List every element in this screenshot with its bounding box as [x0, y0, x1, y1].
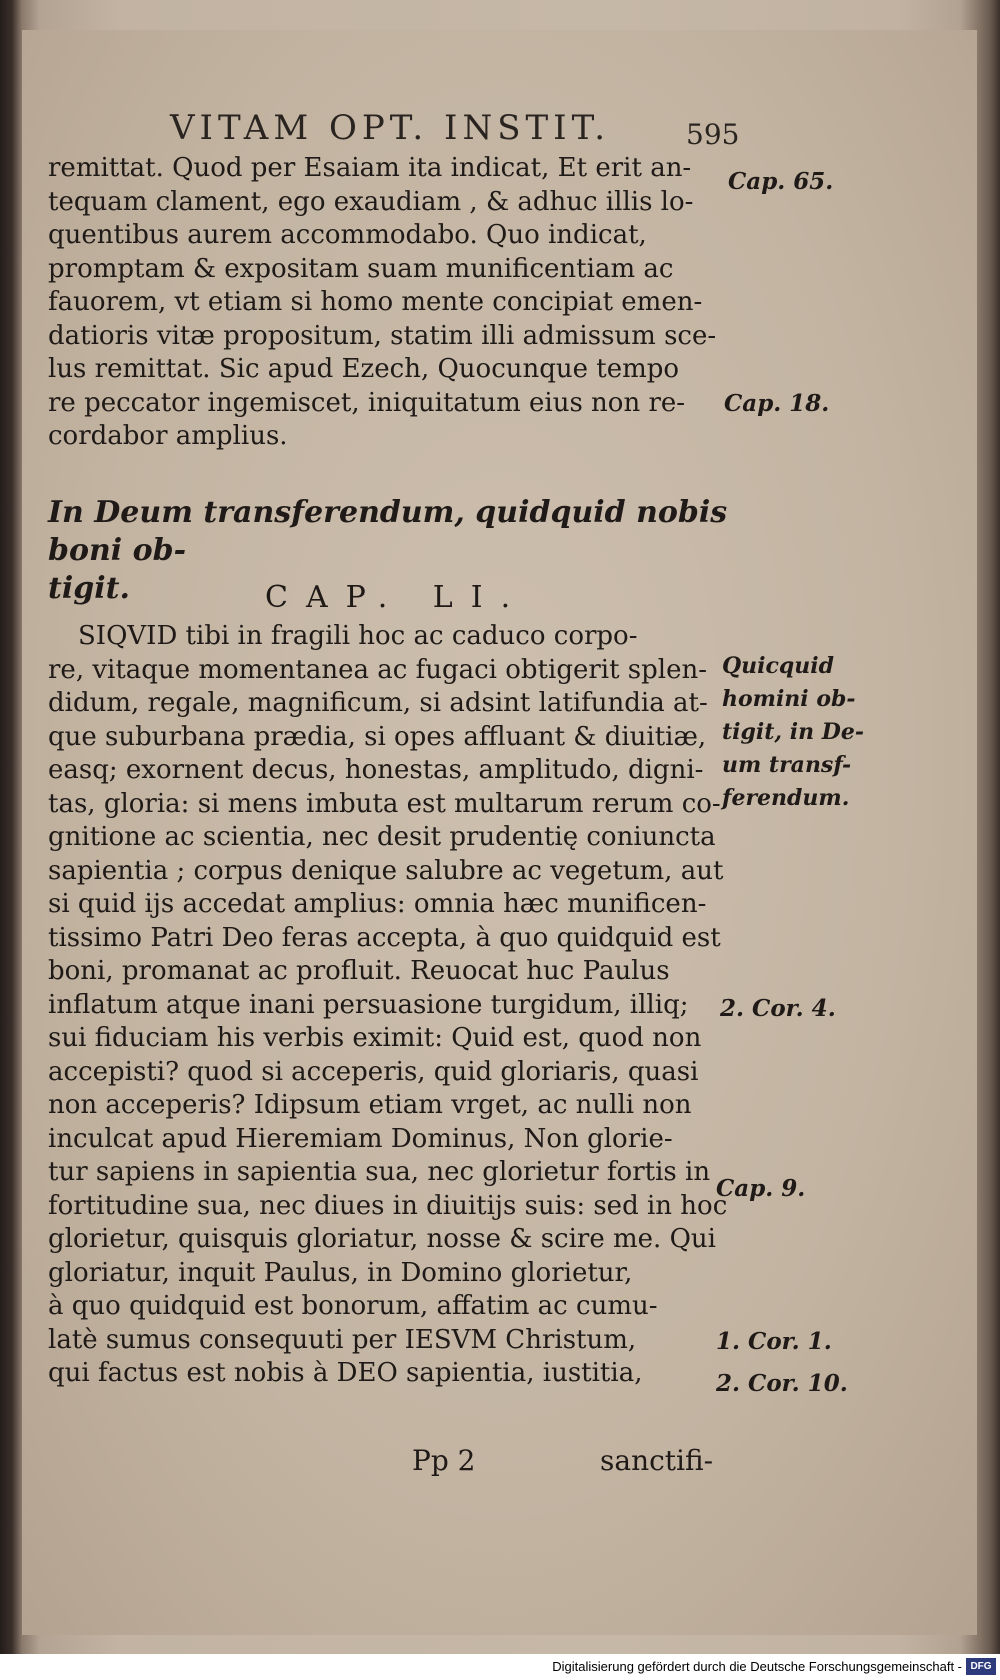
attribution-text: Digitalisierung gefördert durch die Deutsche Forschungsgemeinschaft -: [552, 1659, 962, 1674]
margin-note-cap9: Cap. 9.: [716, 1175, 806, 1202]
text-line: re peccator ingemiscet, iniquitatum eius non re-: [48, 387, 686, 418]
text-line: gnitione ac scientia, nec desit prudentię coniuncta: [48, 822, 716, 852]
margin-note-cap18: Cap. 18.: [724, 390, 830, 417]
margin-note-line: Quicquid: [722, 653, 835, 679]
text-line: non acceperis? Idipsum etiam vrget, ac nulli non: [48, 1090, 692, 1120]
text-line: si quid ijs accedat amplius: omnia hæc munificen-: [48, 889, 707, 919]
margin-note-line: um transf-: [722, 752, 852, 778]
text-line: promptam & expositam suam munificentiam ac: [48, 253, 674, 284]
chapter-number: CAP. LI.: [265, 580, 529, 615]
text-line: re, vitaque momentanea ac fugaci obtigerit splen-: [48, 654, 708, 685]
text-line: glorietur, quisquis gloriatur, nosse & scire me. Qui: [48, 1224, 716, 1254]
text-line: remittat. Quod per Esaiam ita indicat, Et erit an-: [48, 153, 692, 183]
text-line: quentibus aurem accommodabo. Quo indicat,: [48, 220, 647, 250]
margin-note-cor10: 2. Cor. 10.: [716, 1370, 848, 1397]
text-line: inflatum atque inani persuasione turgidum, illiq;: [48, 989, 689, 1020]
text-line: tissimo Patri Deo feras accepta, à quo quidquid est: [48, 922, 721, 953]
text-line: qui factus est nobis à DEO sapientia, iustitia,: [48, 1358, 643, 1388]
text-line: easq; exornent decus, honestas, amplitudo, digni-: [48, 755, 704, 785]
text-line: gloriatur, inquit Paulus, in Domino glorietur,: [48, 1257, 633, 1288]
text-line: tequam clament, ego exaudiam , & adhuc illis lo-: [48, 186, 694, 217]
margin-note-line: ferendum.: [722, 785, 850, 811]
body-text-top: [48, 152, 728, 454]
margin-note-cor4: 2. Cor. 4.: [720, 995, 836, 1022]
margin-note-line: tigit, in De-: [722, 719, 864, 745]
text-line: tur sapiens in sapientia sua, nec glorietur fortis in: [48, 1157, 711, 1187]
text-line: que suburbana prædia, si opes affluant & diuitiæ,: [48, 721, 707, 752]
text-line: datioris vitæ propositum, statim illi admissum sce-: [48, 320, 717, 351]
chapter-heading-line: In Deum transferendum, quidquid nobis boni ob-: [48, 495, 728, 568]
catchword: sanctifi-: [600, 1444, 714, 1477]
text-line: tas, gloria: si mens imbuta est multarum rerum co-: [48, 788, 721, 819]
chapter-heading-line: tigit.: [48, 571, 130, 606]
margin-note-cor1: 1. Cor. 1.: [716, 1328, 832, 1355]
text-line: cordabor amplius.: [48, 421, 288, 451]
text-line: SIQVID tibi in fragili hoc ac caduco corpo-: [78, 621, 638, 651]
margin-note-cap65: Cap. 65.: [728, 168, 834, 195]
text-line: fauorem, vt etiam si homo mente concipiat emen-: [48, 287, 703, 317]
dfg-logo-icon: DFG: [966, 1658, 996, 1675]
text-line: sui fiduciam his verbis eximit: Quid est, quod non: [48, 1023, 702, 1053]
text-line: lus remittat. Sic apud Ezech, Quocunque tempo: [48, 354, 680, 384]
attribution-bar: [0, 1654, 1000, 1680]
signature-mark: Pp 2: [412, 1444, 476, 1477]
margin-note-summary: [722, 650, 864, 815]
body-text-main: [48, 620, 728, 1391]
running-title: VITAM OPT. INSTIT.: [170, 108, 611, 148]
margin-note-line: homini ob-: [722, 686, 856, 712]
text-line: sapientia ; corpus denique salubre ac vegetum, aut: [48, 855, 724, 886]
text-line: fortitudine sua, nec diues in diuitijs suis: sed in hoc: [48, 1190, 728, 1221]
text-line: latè sumus consequuti per IESVM Christum,: [48, 1324, 637, 1355]
text-line: à quo quidquid est bonorum, affatim ac cumu-: [48, 1291, 658, 1321]
text-line: didum, regale, magnificum, si adsint latifundia at-: [48, 688, 708, 718]
text-line: boni, promanat ac profluit. Reuocat huc Paulus: [48, 956, 670, 986]
text-line: accepisti? quod si acceperis, quid gloriaris, quasi: [48, 1056, 699, 1087]
page-number: 595: [686, 118, 740, 151]
text-line: inculcat apud Hieremiam Dominus, Non glorie-: [48, 1123, 673, 1154]
